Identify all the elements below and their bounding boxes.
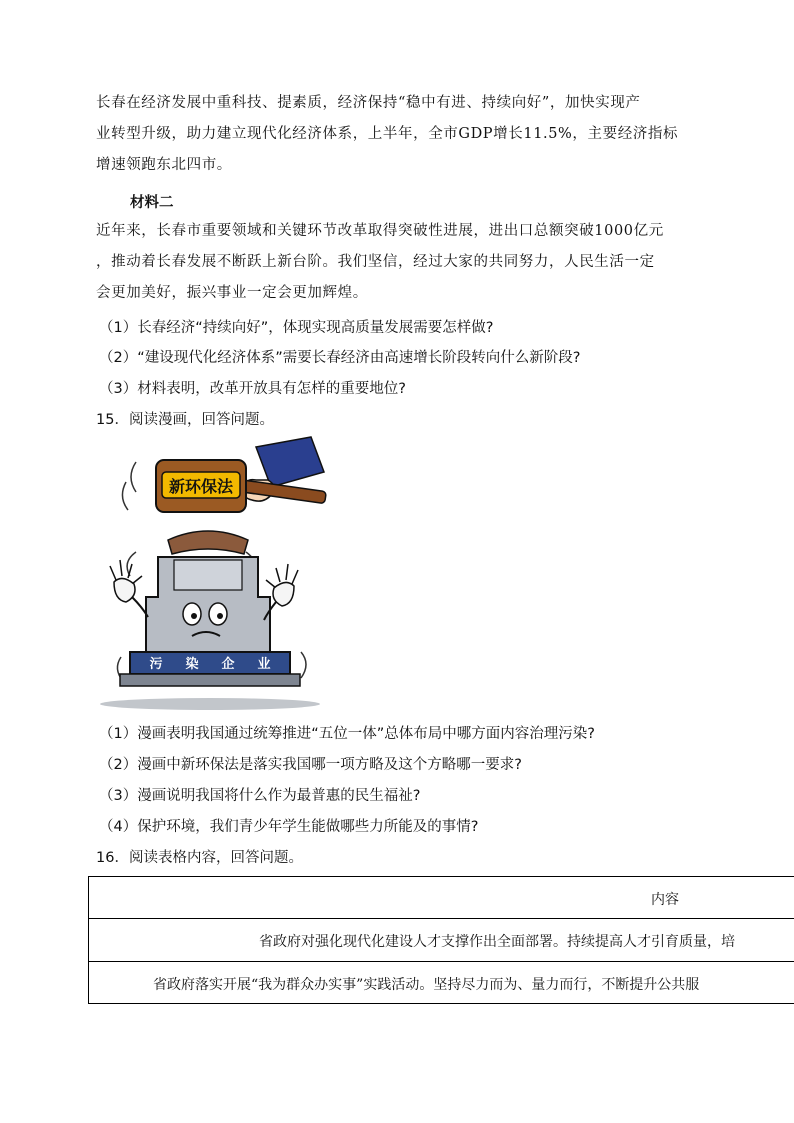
- left-hand: [114, 578, 135, 602]
- base-char: 企: [221, 657, 235, 672]
- q15-sub-3: （3）漫画说明我国将什么作为最普惠的民生福祉?: [99, 788, 421, 804]
- base-plinth: [120, 674, 300, 686]
- q16-title: 16．阅读表格内容，回答问题。: [96, 850, 303, 866]
- ground-shadow: [100, 698, 320, 710]
- material1-line: 增速领跑东北四市。: [96, 157, 232, 173]
- content-table: [88, 876, 794, 1004]
- material1-text: [96, 88, 690, 181]
- material2-line: 近年来，长春市重要领域和关键环节改革取得突破性进展，进出口总额突破1000亿元: [96, 223, 664, 239]
- material1-line: 业转型升级，助力建立现代化经济体系，上半年，全市GDP增长11.5%，主要经济指标: [96, 126, 679, 142]
- table-row: [89, 919, 794, 962]
- material2-heading: 材料二: [130, 194, 174, 211]
- cartoon-image: [96, 432, 331, 712]
- q14-sub-3: （3）材料表明，改革开放具有怎样的重要地位?: [99, 381, 406, 397]
- gavel-label: 新环保法: [168, 477, 234, 496]
- chimney-band: [174, 560, 242, 590]
- material2-line: 会更加美好，振兴事业一定会更加辉煌。: [96, 285, 368, 301]
- material2-text: [96, 216, 690, 309]
- q14-sub-1: （1）长春经济“持续向好”，体现实现高质量发展需要怎样做?: [99, 320, 494, 336]
- q14-sub-2: （2）“建设现代化经济体系”需要长春经济由高速增长阶段转向什么新阶段?: [99, 350, 581, 366]
- table-cell: 省政府对强化现代化建设人才支撑作出全面部署。持续提高人才引育质量，培: [259, 934, 735, 950]
- table-header-row: [89, 877, 794, 919]
- table-row: [89, 962, 794, 1004]
- q15-sub-2: （2）漫画中新环保法是落实我国哪一项方略及这个方略哪一要求?: [99, 757, 522, 773]
- base-char: 业: [257, 657, 271, 672]
- q15-sub-4: （4）保护环境，我们青少年学生能做哪些力所能及的事情?: [99, 819, 479, 835]
- material2-line: ，推动着长春发展不断跃上新台阶。我们坚信，经过大家的共同努力，人民生活一定: [96, 254, 655, 270]
- base-char: 染: [185, 657, 199, 672]
- table-header-cell: 内容: [651, 892, 679, 908]
- q15-title: 15．阅读漫画，回答问题。: [96, 412, 274, 428]
- table-cell: 省政府落实开展“我为群众办实事”实践活动。坚持尽力而为、量力而行，不断提升公共服: [153, 977, 700, 993]
- base-char: 污: [149, 657, 163, 672]
- pot-lid: [168, 531, 248, 554]
- q15-sub-1: （1）漫画表明我国通过统筹推进“五位一体”总体布局中哪方面内容治理污染?: [99, 726, 595, 742]
- material1-line: 长春在经济发展中重科技、提素质，经济保持“稳中有进、持续向好”，加快实现产: [96, 95, 641, 111]
